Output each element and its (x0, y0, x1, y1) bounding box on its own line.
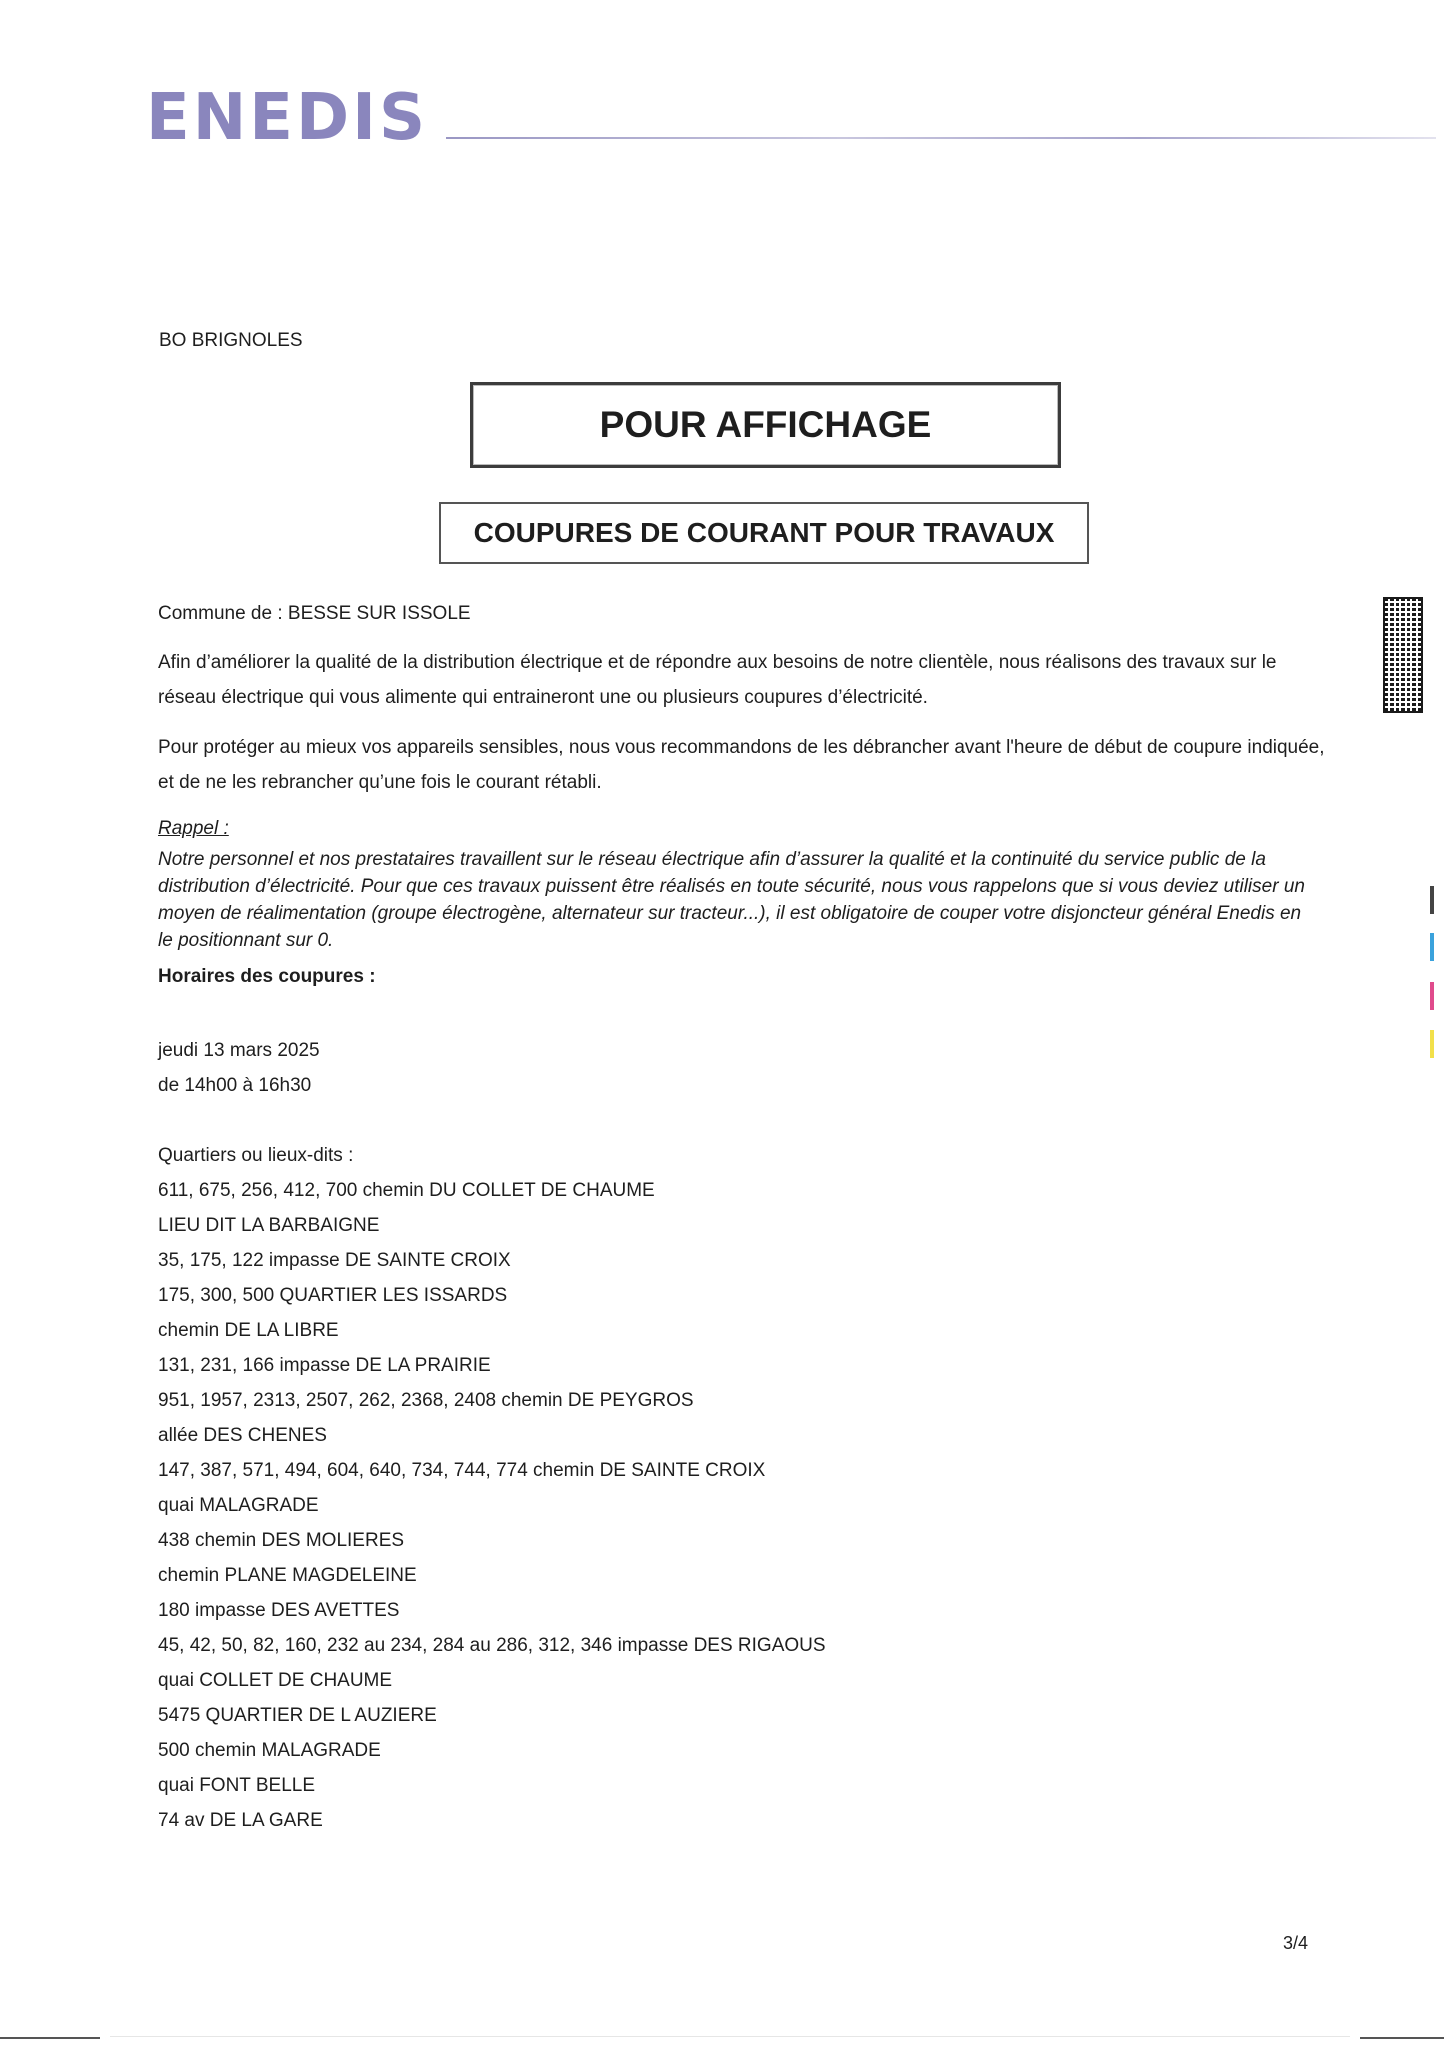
list-item: LIEU DIT LA BARBAIGNE (158, 1215, 380, 1236)
enedis-logo: ENEDIS (146, 81, 429, 155)
outage-title-box (439, 502, 1089, 564)
outage-date: jeudi 13 mars 2025 (158, 1040, 320, 1061)
list-item: 5475 QUARTIER DE L AUZIERE (158, 1705, 437, 1726)
list-item: 147, 387, 571, 494, 604, 640, 734, 744, 774 chemin DE SAINTE CROIX (158, 1460, 766, 1481)
print-mark-yellow (1430, 1030, 1434, 1058)
print-mark-cyan (1430, 933, 1434, 961)
reminder-heading: Rappel : (158, 818, 229, 839)
places-heading: Quartiers ou lieux-dits : (158, 1145, 354, 1166)
list-item: 131, 231, 166 impasse DE LA PRAIRIE (158, 1355, 491, 1376)
list-item: quai FONT BELLE (158, 1775, 316, 1796)
page-number: 3/4 (1283, 1933, 1309, 1953)
list-item: 175, 300, 500 QUARTIER LES ISSARDS (158, 1285, 508, 1306)
outage-title: COUPURES DE COURANT POUR TRAVAUX (473, 517, 1055, 548)
list-item: 951, 1957, 2313, 2507, 262, 2368, 2408 chemin DE PEYGROS (158, 1390, 694, 1411)
intro-paragraph: Afin d’améliorer la qualité de la distribution électrique et de répondre aux besoins de notre clientèle, nous réalisons des travaux sur le réseau électrique qui vous alimente qui entraineront une ou plusieurs coupures d’électricité. (158, 652, 1277, 708)
list-item: 35, 175, 122 impasse DE SAINTE CROIX (158, 1250, 511, 1271)
advice-paragraph: Pour protéger au mieux vos appareils sensibles, nous vous recommandons de les débrancher avant l'heure de début de coupure indiquée, et de ne les rebrancher qu’une fois le courant rétabli. (158, 737, 1325, 793)
datamatrix-barcode (1383, 597, 1423, 713)
footer-rule (110, 2036, 1350, 2037)
header-rule (446, 137, 1436, 139)
schedule-heading: Horaires des coupures : (158, 966, 376, 987)
print-mark-black (1430, 886, 1434, 914)
posting-notice-box (470, 382, 1061, 468)
list-item: 438 chemin DES MOLIERES (158, 1530, 405, 1551)
list-item: chemin DE LA LIBRE (158, 1320, 339, 1341)
list-item: 611, 675, 256, 412, 700 chemin DU COLLET DE CHAUME (158, 1180, 655, 1201)
places-list (158, 1138, 826, 1838)
list-item: 74 av DE LA GARE (158, 1810, 323, 1831)
list-item: allée DES CHENES (158, 1425, 327, 1446)
list-item: 500 chemin MALAGRADE (158, 1740, 381, 1761)
list-item: quai COLLET DE CHAUME (158, 1670, 393, 1691)
footer-rule-right (1360, 2037, 1444, 2039)
list-item: chemin PLANE MAGDELEINE (158, 1565, 417, 1586)
print-mark-magenta (1430, 982, 1434, 1010)
footer-rule-left (0, 2037, 100, 2039)
posting-notice-title: POUR AFFICHAGE (599, 404, 932, 445)
commune-line: Commune de : BESSE SUR ISSOLE (158, 603, 471, 624)
list-item: quai MALAGRADE (158, 1495, 319, 1516)
reminder-paragraph: Notre personnel et nos prestataires travaillent sur le réseau électrique afin d’assurer la qualité et la continuité du service public de la distribution d’électricité. Pour que ces travaux puissent être réalisés en toute sécurité, nous vous rappelons que si vous deviez utiliser un moyen de réalimentation (groupe électrogène, alternateur sur tracteur...), il est obligatoire de couper votre disjoncteur général Enedis en le positionnant sur 0. (158, 849, 1305, 951)
list-item: 180 impasse DES AVETTES (158, 1600, 400, 1621)
list-item: 45, 42, 50, 82, 160, 232 au 234, 284 au 286, 312, 346 impasse DES RIGAOUS (158, 1635, 826, 1656)
outage-hours: de 14h00 à 16h30 (158, 1075, 312, 1096)
sender-office: BO BRIGNOLES (159, 330, 303, 351)
